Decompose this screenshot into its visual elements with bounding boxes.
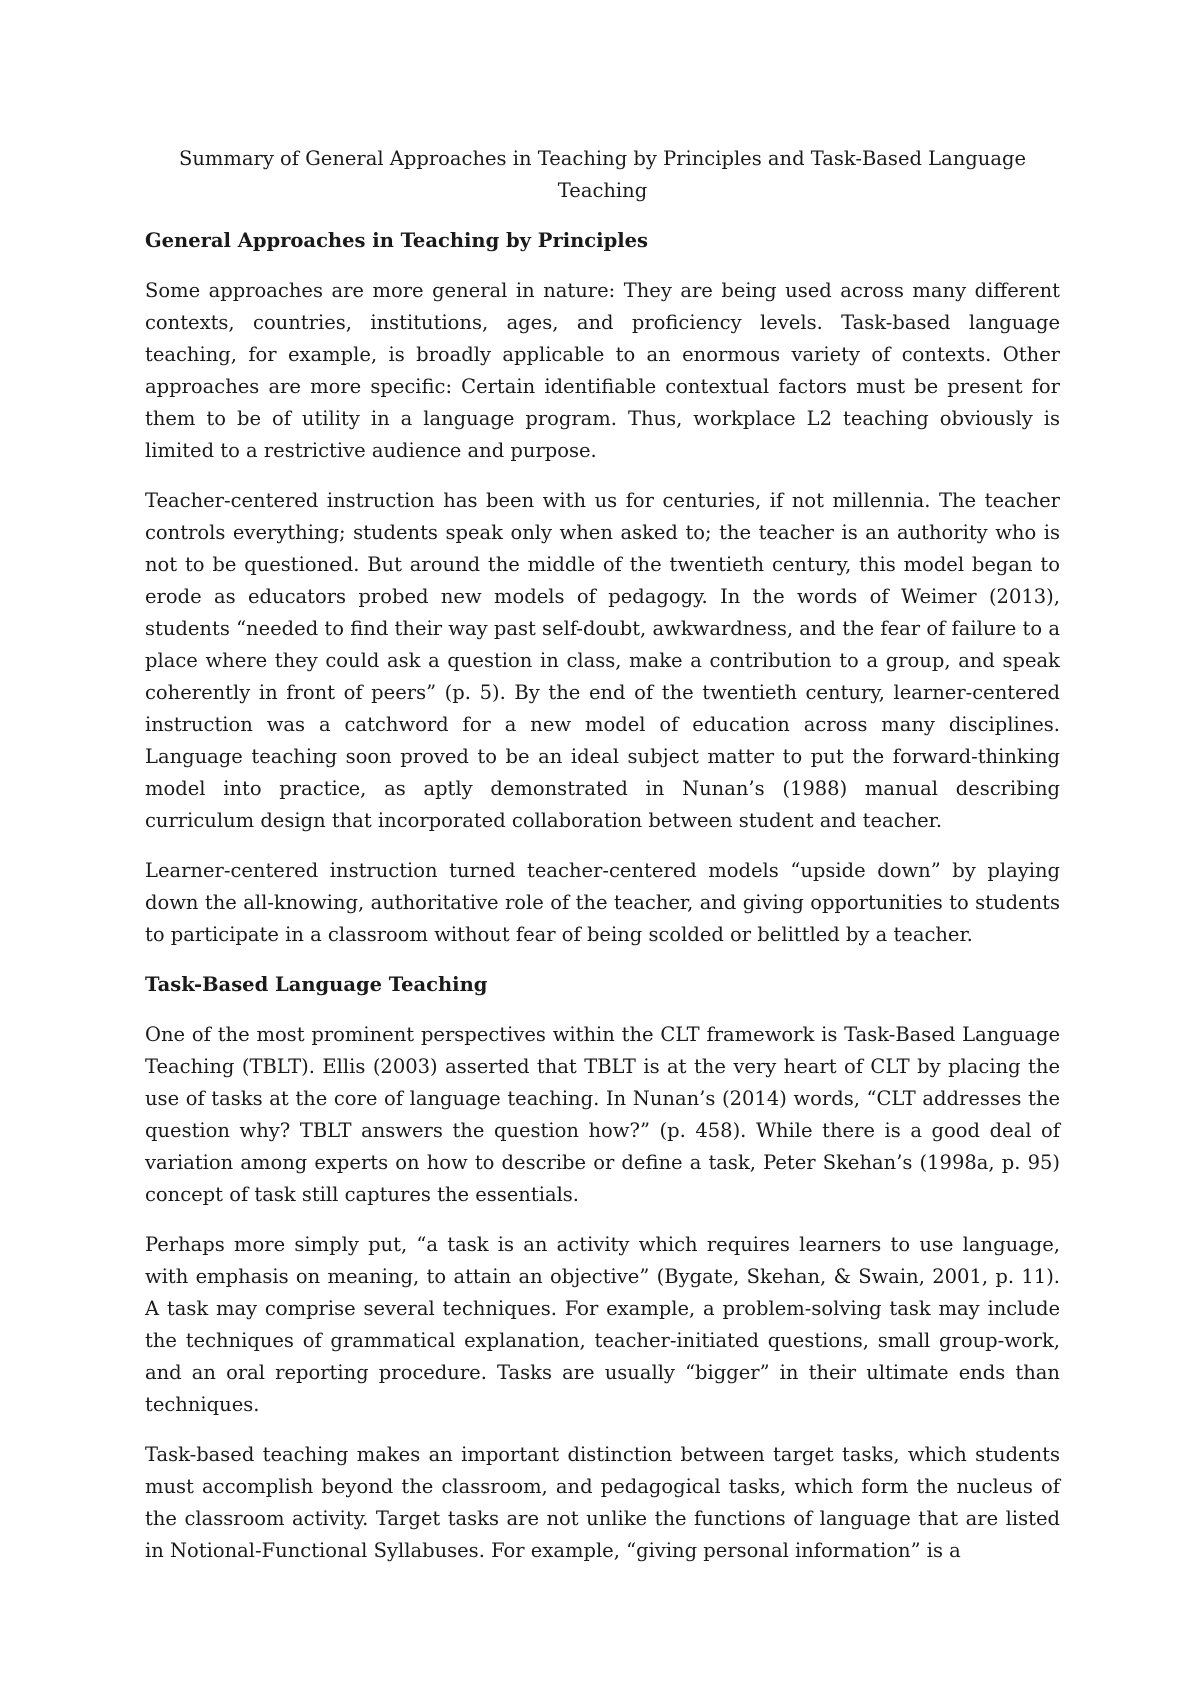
- section-heading: Task-Based Language Teaching: [145, 973, 488, 996]
- document-page: [145, 143, 1060, 1585]
- paragraph: One of the most prominent perspectives within the CLT framework is Task-Based Language Teaching (TBLT). Ellis (2003) asserted that TBLT is at the very heart of CLT by placing the use of tasks at the core of language teaching. In Nunan’s (2014) words, “CLT addresses the question why? TBLT answers the question how?” (p. 458). While there is a good deal of variation among experts on how to describe or define a task, Peter Skehan’s (1998a, p. 95) concept of task still captures the essentials.: [145, 1023, 1060, 1206]
- paragraph: Some approaches are more general in nature: They are being used across many different contexts, countries, institutions, ages, and proficiency levels. Task-based language teaching, for example, is broadly applicable to an enormous variety of contexts. Other approaches are more specific: Certain identifiable contextual factors must be present for them to be of utility in a language program. Thus, workplace L2 teaching obviously is limited to a restrictive audience and purpose.: [145, 279, 1060, 462]
- section-task-based-language-teaching: [145, 969, 1060, 1567]
- document-title-line-1: Summary of General Approaches in Teaching by Principles and Task-Based Language: [178, 147, 1026, 170]
- paragraph: Learner-centered instruction turned teacher-centered models “upside down” by playing down the all-knowing, authoritative role of the teacher, and giving opportunities to students to participate in a classroom without fear of being scolded or belittled by a teacher.: [145, 859, 1060, 946]
- paragraph: Teacher-centered instruction has been with us for centuries, if not millennia. The teacher controls everything; students speak only when asked to; the teacher is an authority who is not to be questioned. But around the middle of the twentieth century, this model began to erode as educators probed new models of pedagogy. In the words of Weimer (2013), students “needed to find their way past self-doubt, awkwardness, and the fear of failure to a place where they could ask a question in class, make a contribution to a group, and speak coherently in front of peers” (p. 5). By the end of the twentieth century, learner-centered instruction was a catchword for a new model of education across many disciplines. Language teaching soon proved to be an ideal subject matter to put the forward-thinking model into practice, as aptly demonstrated in Nunan’s (1988) manual describing curriculum design that incorporated collaboration between student and teacher.: [145, 489, 1060, 832]
- paragraph: Task-based teaching makes an important distinction between target tasks, which students must accomplish beyond the classroom, and pedagogical tasks, which form the nucleus of the classroom activity. Target tasks are not unlike the functions of language that are listed in Notional-Functional Syllabuses. For example, “giving personal information” is a: [145, 1443, 1060, 1562]
- paragraph: Perhaps more simply put, “a task is an activity which requires learners to use language, with emphasis on meaning, to attain an objective” (Bygate, Skehan, & Swain, 2001, p. 11). A task may comprise several techniques. For example, a problem-solving task may include the techniques of grammatical explanation, teacher-initiated questions, small group-work, and an oral reporting procedure. Tasks are usually “bigger” in their ultimate ends than techniques.: [145, 1233, 1060, 1416]
- document-title: [145, 143, 1060, 207]
- section-general-approaches: [145, 225, 1060, 951]
- document-title-line-2: Teaching: [557, 179, 648, 202]
- section-heading: General Approaches in Teaching by Principles: [145, 229, 649, 252]
